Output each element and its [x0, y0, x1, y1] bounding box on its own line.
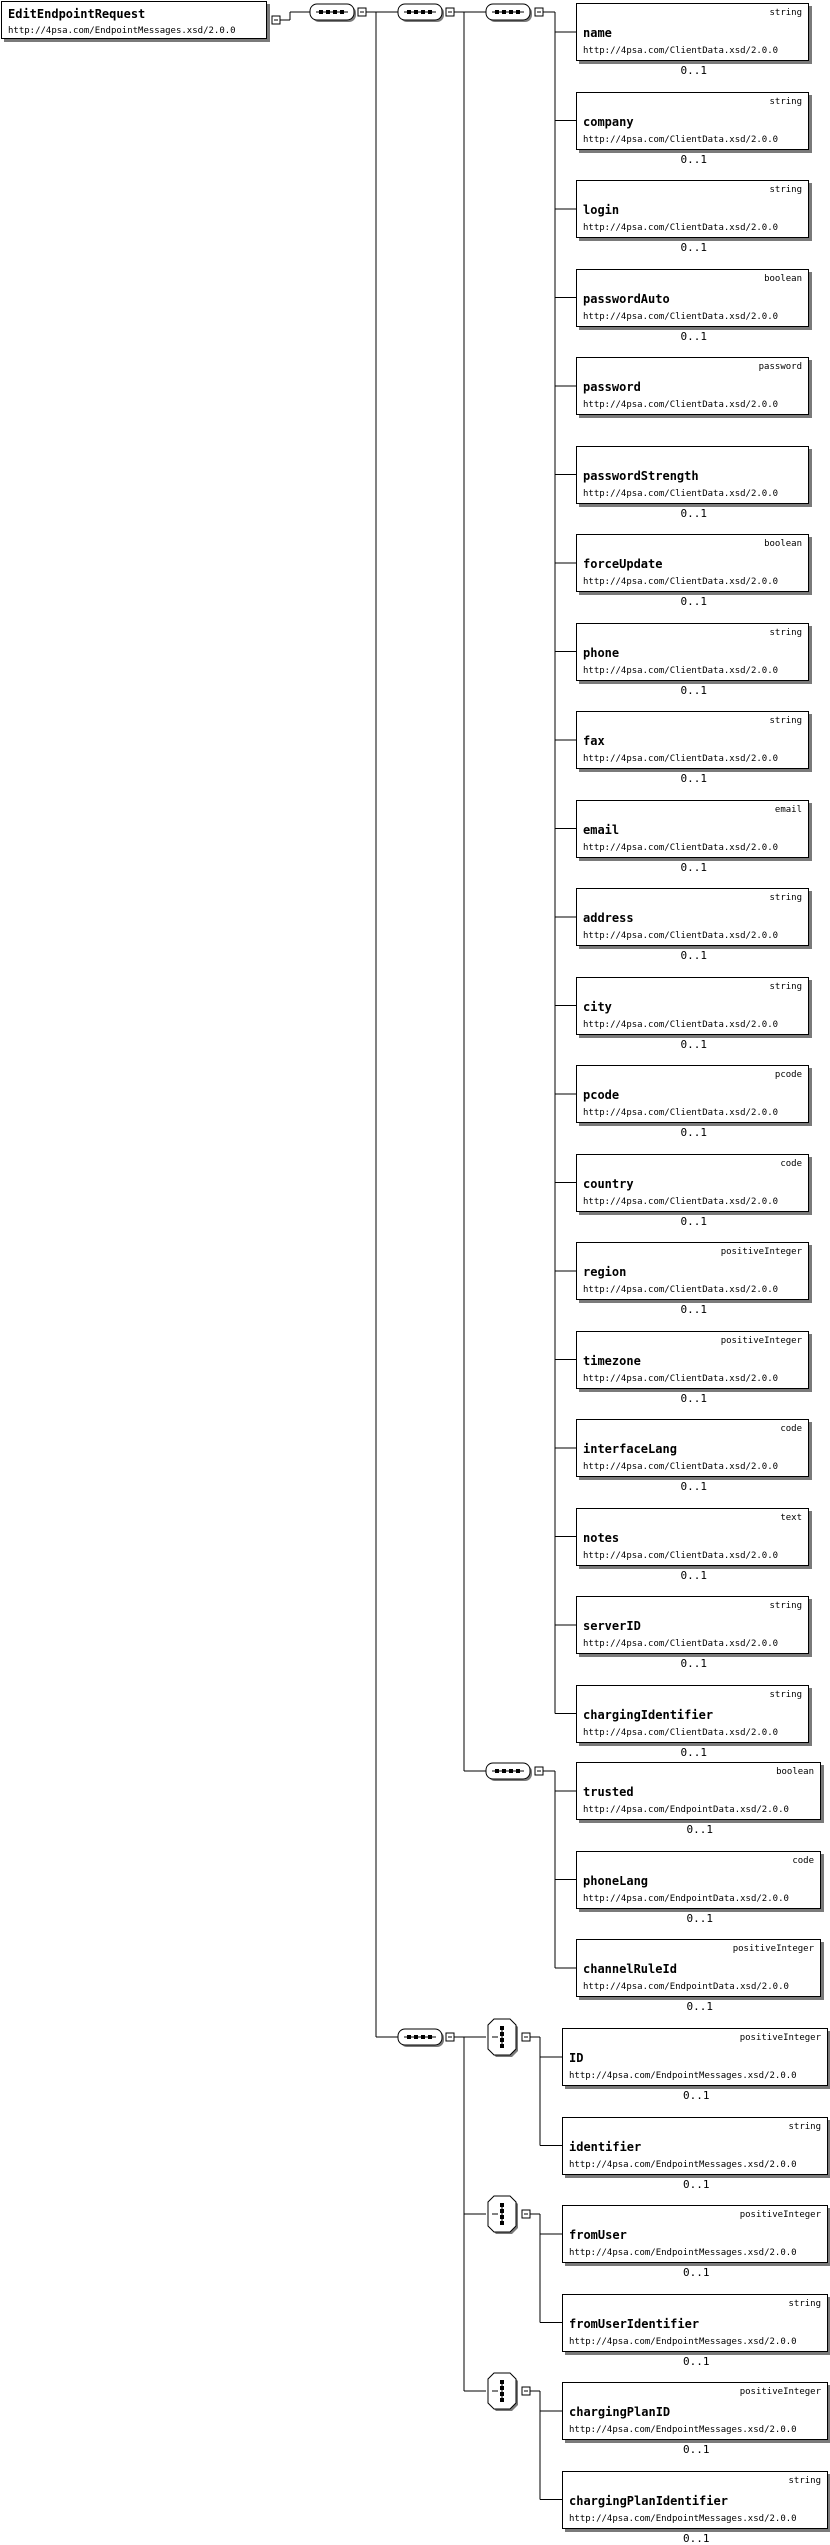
- element-box-passwordstrength[interactable]: [576, 446, 809, 504]
- occurrence-label: 0..1: [680, 1745, 707, 1759]
- element-box-region[interactable]: [576, 1242, 809, 1300]
- element-name: name: [583, 26, 612, 40]
- element-namespace: http://4psa.com/EndpointMessages.xsd/2.0.0: [569, 2248, 797, 2258]
- occurrence-label: 0..1: [680, 1391, 707, 1405]
- element-namespace: http://4psa.com/ClientData.xsd/2.0.0: [583, 400, 779, 410]
- occurrence-label: 0..1: [683, 2443, 710, 2456]
- occurrence-label: 0..1: [680, 506, 707, 520]
- element-type: positiveInteger: [739, 2210, 821, 2220]
- occurrence-label: 0..1: [680, 949, 707, 962]
- choice-3[interactable]: [488, 2373, 518, 2411]
- choice-2-toggle[interactable]: [522, 2210, 530, 2218]
- element-namespace: http://4psa.com/EndpointData.xsd/2.0.0: [583, 1805, 789, 1815]
- element-namespace: http://4psa.com/ClientData.xsd/2.0.0: [583, 1462, 779, 1472]
- element-box-interfacelang[interactable]: [576, 1419, 809, 1477]
- element-name: identifier: [569, 2139, 642, 2154]
- element-box-phonelang[interactable]: [576, 1851, 821, 1909]
- endpoint-data-sequence[interactable]: [486, 1763, 532, 1781]
- element-type: string: [769, 1689, 802, 1700]
- element-namespace: http://4psa.com/EndpointData.xsd/2.0.0: [583, 1982, 789, 1992]
- element-name: company: [583, 114, 634, 129]
- element-name: region: [583, 1265, 627, 1279]
- sequence-b-toggle[interactable]: [446, 2033, 454, 2041]
- element-name: chargingPlanIdentifier: [569, 2493, 728, 2508]
- element-namespace: http://4psa.com/ClientData.xsd/2.0.0: [583, 1019, 779, 1030]
- occurrence-label: 0..1: [683, 2266, 710, 2279]
- occurrence-label: 0..1: [680, 772, 707, 785]
- element-name: address: [583, 911, 634, 925]
- element-type: string: [769, 185, 802, 195]
- element-name: timezone: [583, 1353, 641, 1368]
- element-type: code: [780, 1424, 802, 1434]
- occurrence-label: 0..1: [680, 1568, 707, 1582]
- element-namespace: http://4psa.com/ClientData.xsd/2.0.0: [583, 577, 779, 587]
- element-box-country[interactable]: [576, 1154, 809, 1212]
- occurrence-label: 0..1: [680, 329, 707, 343]
- element-namespace: http://4psa.com/ClientData.xsd/2.0.0: [583, 1550, 779, 1561]
- element-box-name[interactable]: [576, 3, 809, 61]
- occurrence-label: 0..1: [680, 1657, 707, 1670]
- element-name: login: [583, 203, 620, 217]
- occurrence-label: 0..1: [680, 595, 707, 608]
- element-namespace: http://4psa.com/EndpointMessages.xsd/2.0.0: [569, 2071, 797, 2081]
- element-box-email[interactable]: [576, 800, 809, 858]
- element-name: passwordStrength: [583, 468, 699, 483]
- element-namespace: http://4psa.com/ClientData.xsd/2.0.0: [583, 311, 779, 322]
- root-element-box[interactable]: [1, 1, 267, 39]
- occurrence-label: 0..1: [683, 2531, 710, 2545]
- occurrence-label: 0..1: [680, 860, 707, 874]
- element-type: positiveInteger: [739, 2387, 821, 2397]
- element-type: string: [769, 981, 802, 992]
- element-type: string: [769, 1601, 802, 1611]
- element-name: password: [583, 380, 641, 394]
- element-type: boolean: [764, 273, 802, 284]
- element-name: ID: [569, 2051, 584, 2065]
- element-box-phone[interactable]: [576, 623, 809, 681]
- main-sequence-toggle[interactable]: [358, 8, 366, 16]
- element-box-fromuseridentifier[interactable]: [562, 2294, 828, 2352]
- element-namespace: http://4psa.com/ClientData.xsd/2.0.0: [583, 46, 779, 56]
- occurrence-label: 0..1: [680, 1126, 707, 1139]
- element-type: boolean: [764, 539, 802, 549]
- root-element-name: EditEndpointRequest: [8, 7, 146, 21]
- element-box-fax[interactable]: [576, 711, 809, 769]
- element-name: fax: [583, 734, 605, 748]
- element-namespace: http://4psa.com/EndpointMessages.xsd/2.0.0: [569, 2159, 797, 2170]
- element-box-serverid[interactable]: [576, 1596, 809, 1654]
- element-type: string: [769, 627, 802, 638]
- element-type: positiveInteger: [720, 1335, 802, 1346]
- element-box-pcode[interactable]: [576, 1065, 809, 1123]
- element-name: country: [583, 1176, 634, 1191]
- occurrence-label: 0..1: [683, 2354, 710, 2368]
- element-name: phone: [583, 645, 620, 660]
- occurrence-label: 0..1: [686, 1911, 713, 1925]
- element-type: string: [769, 96, 802, 107]
- compositors: [272, 4, 543, 2411]
- choice-1-toggle[interactable]: [522, 2033, 530, 2041]
- element-box-login[interactable]: [576, 180, 809, 238]
- occurrence-label: 0..1: [680, 1214, 707, 1228]
- sequence-b[interactable]: [398, 2029, 444, 2047]
- element-box-address[interactable]: [576, 888, 809, 946]
- element-namespace: http://4psa.com/ClientData.xsd/2.0.0: [583, 1285, 779, 1295]
- occurrence-label: 0..1: [683, 2177, 710, 2191]
- element-namespace: http://4psa.com/ClientData.xsd/2.0.0: [583, 223, 779, 233]
- choice-3-toggle[interactable]: [522, 2387, 530, 2395]
- element-box-chargingplanid[interactable]: [562, 2382, 828, 2440]
- element-box-forceupdate[interactable]: [576, 534, 809, 592]
- element-type: string: [769, 893, 802, 903]
- occurrence-label: 0..1: [680, 1480, 707, 1493]
- element-type: text: [780, 1512, 802, 1523]
- element-type: string: [788, 2475, 821, 2486]
- sequence-a[interactable]: [398, 4, 444, 22]
- element-namespace: http://4psa.com/ClientData.xsd/2.0.0: [583, 1373, 779, 1384]
- element-namespace: http://4psa.com/EndpointData.xsd/2.0.0: [583, 1893, 789, 1904]
- element-box-passwordauto[interactable]: [576, 269, 809, 327]
- element-box-fromuser[interactable]: [562, 2205, 828, 2263]
- occurrence-label: 0..1: [680, 241, 707, 254]
- element-name: email: [583, 822, 620, 837]
- element-namespace: http://4psa.com/ClientData.xsd/2.0.0: [583, 931, 779, 941]
- main-sequence[interactable]: [310, 4, 356, 22]
- element-name: chargingPlanID: [569, 2405, 671, 2419]
- element-type: string: [788, 2121, 821, 2132]
- element-name: chargingIdentifier: [583, 1707, 714, 1722]
- element-name: phoneLang: [583, 1873, 649, 1888]
- element-name: channelRuleId: [583, 1962, 677, 1976]
- element-name: trusted: [583, 1785, 634, 1799]
- element-box-chargingidentifier[interactable]: [576, 1685, 809, 1743]
- element-name: forceUpdate: [583, 557, 663, 571]
- choice-2[interactable]: [488, 2196, 518, 2234]
- element-box-city[interactable]: [576, 977, 809, 1035]
- element-box-timezone[interactable]: [576, 1331, 809, 1389]
- element-box-identifier[interactable]: [562, 2117, 828, 2175]
- occurrence-label: 0..1: [680, 64, 707, 77]
- element-type: boolean: [776, 1767, 814, 1777]
- element-namespace: http://4psa.com/ClientData.xsd/2.0.0: [583, 488, 779, 499]
- element-type: positiveInteger: [739, 2033, 821, 2043]
- element-namespace: http://4psa.com/EndpointMessages.xsd/2.0.0: [569, 2336, 797, 2347]
- occurrence-label: 0..1: [683, 2089, 710, 2102]
- element-name: interfaceLang: [583, 1442, 677, 1456]
- occurrence-label: 0..1: [680, 152, 707, 166]
- element-type: password: [758, 362, 802, 372]
- element-name: fromUser: [569, 2228, 627, 2242]
- element-box-password[interactable]: [576, 357, 809, 415]
- occurrence-label: 0..1: [680, 1303, 707, 1316]
- endpoint-data-toggle[interactable]: [535, 1767, 543, 1775]
- element-type: string: [769, 716, 802, 726]
- element-namespace: http://4psa.com/ClientData.xsd/2.0.0: [583, 1108, 779, 1118]
- element-box-trusted[interactable]: [576, 1762, 821, 1820]
- element-type: string: [788, 2298, 821, 2309]
- element-type: email: [774, 804, 802, 815]
- element-namespace: http://4psa.com/ClientData.xsd/2.0.0: [583, 842, 779, 853]
- element-name: passwordAuto: [583, 291, 670, 306]
- element-box-channelruleid[interactable]: [576, 1939, 821, 1997]
- element-type: string: [769, 8, 802, 18]
- client-data-sequence[interactable]: [486, 4, 532, 22]
- element-namespace: http://4psa.com/ClientData.xsd/2.0.0: [583, 1196, 779, 1207]
- root-collapse-toggle[interactable]: [272, 16, 280, 24]
- element-name: serverID: [583, 1619, 641, 1633]
- element-type: pcode: [774, 1070, 802, 1080]
- element-name: fromUserIdentifier: [569, 2316, 700, 2331]
- occurrence-label: 0..1: [680, 1037, 707, 1051]
- element-type: code: [792, 1855, 814, 1866]
- choice-1[interactable]: [488, 2019, 518, 2057]
- occurrence-label: 0..1: [686, 2000, 713, 2013]
- element-namespace: http://4psa.com/ClientData.xsd/2.0.0: [583, 754, 779, 764]
- connector-lines: [280, 12, 576, 2500]
- element-namespace: http://4psa.com/EndpointMessages.xsd/2.0.0: [569, 2425, 797, 2435]
- element-type: positiveInteger: [732, 1944, 814, 1954]
- element-type: code: [780, 1158, 802, 1169]
- element-namespace: http://4psa.com/ClientData.xsd/2.0.0: [583, 1727, 779, 1738]
- element-namespace: http://4psa.com/ClientData.xsd/2.0.0: [583, 1639, 779, 1649]
- occurrence-label: 0..1: [686, 1823, 713, 1836]
- element-namespace: http://4psa.com/ClientData.xsd/2.0.0: [583, 665, 779, 676]
- root-element-namespace: http://4psa.com/EndpointMessages.xsd/2.0.0: [8, 26, 236, 36]
- element-box-id[interactable]: [562, 2028, 828, 2086]
- element-name: notes: [583, 1530, 620, 1545]
- occurrence-label: 0..1: [680, 683, 707, 697]
- element-name: pcode: [583, 1088, 620, 1102]
- element-box-company[interactable]: [576, 92, 809, 150]
- sequence-a-toggle[interactable]: [446, 8, 454, 16]
- element-type: positiveInteger: [720, 1247, 802, 1257]
- element-box-notes[interactable]: [576, 1508, 809, 1566]
- element-box-chargingplanidentifier[interactable]: [562, 2471, 828, 2529]
- client-data-toggle[interactable]: [535, 8, 543, 16]
- element-name: city: [583, 999, 612, 1014]
- element-namespace: http://4psa.com/ClientData.xsd/2.0.0: [583, 134, 779, 145]
- element-namespace: http://4psa.com/EndpointMessages.xsd/2.0.0: [569, 2513, 797, 2524]
